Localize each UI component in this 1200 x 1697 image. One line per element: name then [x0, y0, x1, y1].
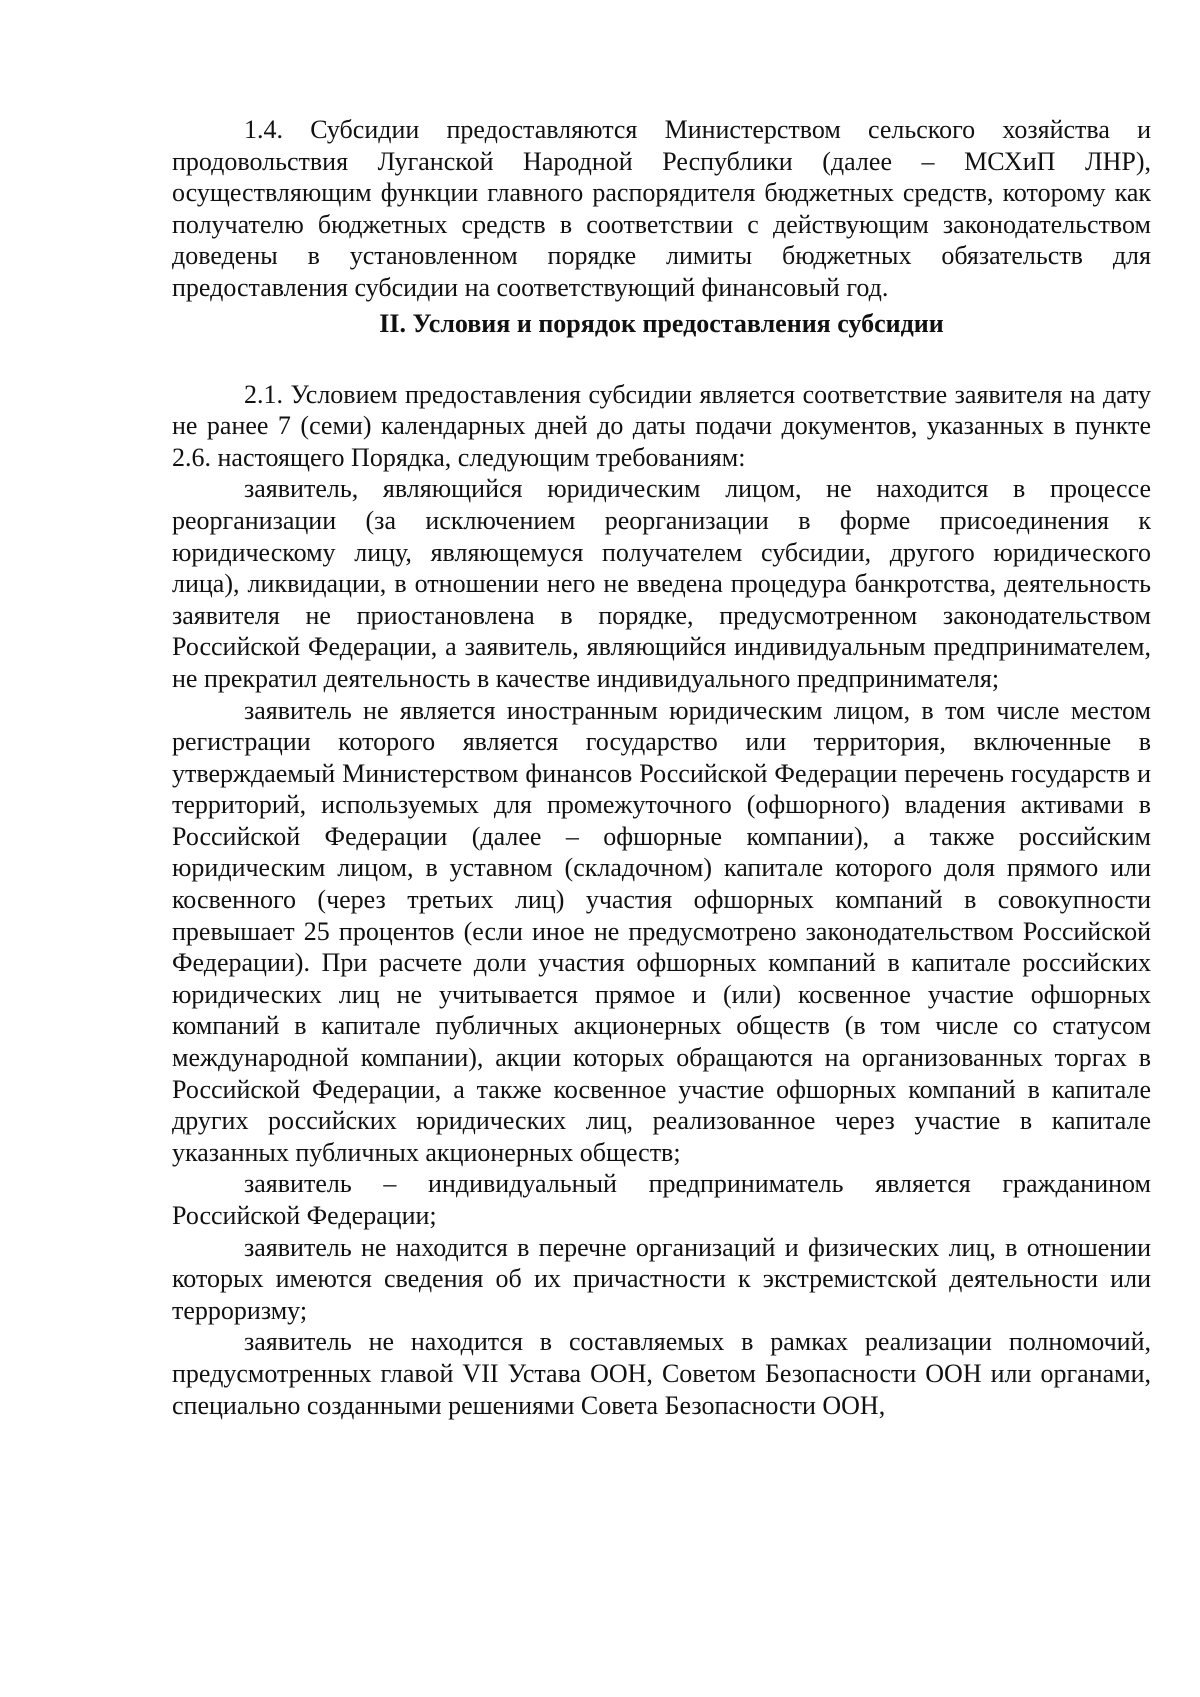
document-body: [172, 114, 1151, 1421]
section-2-title: II. Условия и порядок предоставления субсидии: [379, 308, 944, 338]
requirement-reorganization: заявитель, являющийся юридическим лицом, не находится в процессе реорганизации (за исключением реорганизации в форме присоединения к юридическому лицу, являющемуся получателем субсидии, другого юридического лица), ликвидации, в отношении него не введена процедура банкротства, деятельность заявителя не приостановлена в порядке, предусмотренном законодательством Российской Федерации, а заявитель, являющийся индивидуальным предпринимателем, не прекратил деятельность в качестве индивидуального предпринимателя;: [172, 474, 1151, 693]
requirement-un-sanctions: заявитель не находится в составляемых в рамках реализации полномочий, предусмотренных главой VII Устава ООН, Советом Безопасности ООН или органами, специально созданными решениями Совета Безопасности ООН,: [172, 1327, 1151, 1420]
requirement-offshore: заявитель не является иностранным юридическим лицом, в том числе местом регистрации которого является государство или территория, включенные в утверждаемый Министерством финансов Российской Федерации перечень государств и территорий, используемых для промежуточного (офшорного) владения активами в Российской Федерации (далее – офшорные компании), а также российским юридическим лицом, в уставном (складочном) капитале которого доля прямого или косвенного (через третьих лиц) участия офшорных компаний в совокупности превышает 25 процентов (если иное не предусмотрено законодательством Российской Федерации). При расчете доли участия офшорных компаний в капитале российских юридических лиц не учитывается прямое и (или) косвенное участие офшорных компаний в капитале публичных акционерных обществ (в том числе со статусом международной компании), акции которых обращаются на организованных торгах в Российской Федерации, а также косвенное участие офшорных компаний в капитале других российских юридических лиц, реализованное через участие в капитале указанных публичных акционерных обществ;: [172, 695, 1151, 1167]
requirement-citizenship: заявитель – индивидуальный предприниматель является гражданином Российской Федерации;: [172, 1169, 1151, 1230]
requirement-extremism-list: заявитель не находится в перечне организаций и физических лиц, в отношении которых имеются сведения об их причастности к экстремистской деятельности или терроризму;: [172, 1232, 1151, 1325]
paragraph-1-4: 1.4. Субсидии предоставляются Министерством сельского хозяйства и продовольствия Луганской Народной Республики (далее – МСХиП ЛНР), осуществляющим функции главного распорядителя бюджетных средств, которому как получателю бюджетных средств в соответствии с действующим законодательством доведены в установленном порядке лимиты бюджетных обязательств для предоставления субсидии на соответствующий финансовый год.: [172, 115, 1151, 302]
paragraph-2-1: 2.1. Условием предоставления субсидии является соответствие заявителя на дату не ранее 7 (семи) календарных дней до даты подачи документов, указанных в пункте 2.6. настоящего Порядка, следующим требованиям:: [172, 379, 1151, 472]
